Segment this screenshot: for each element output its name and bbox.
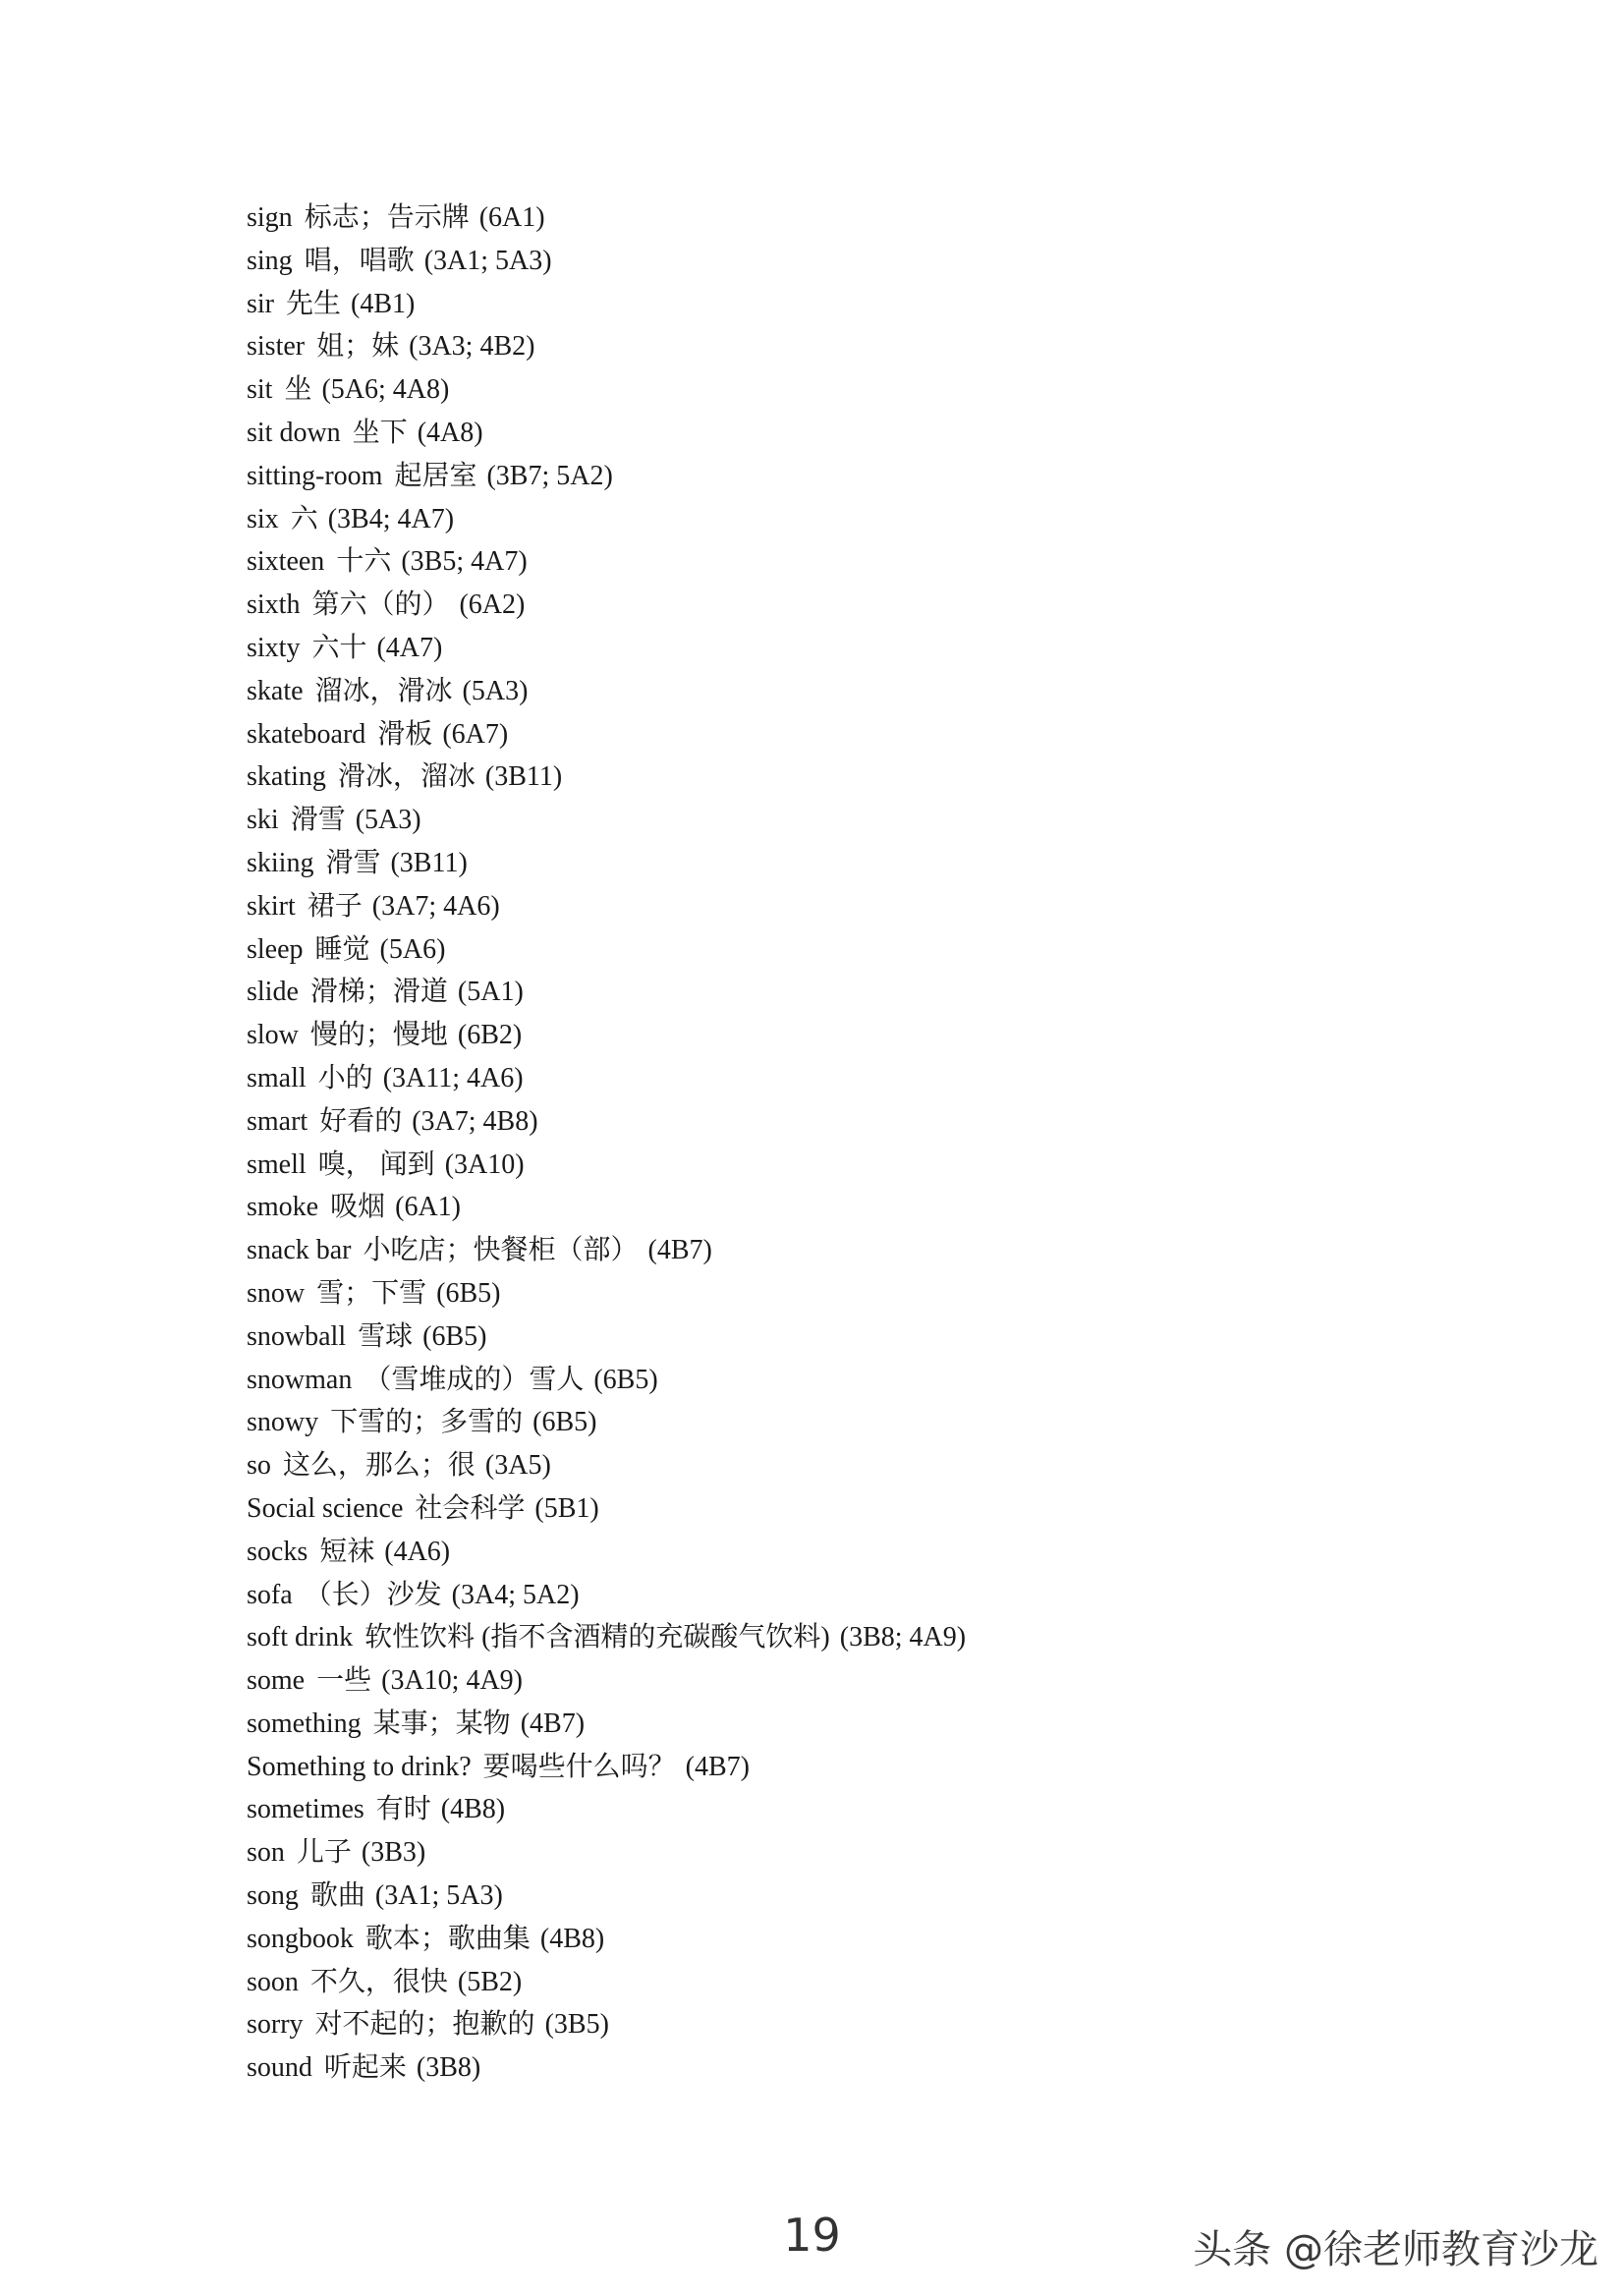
entry-unit-ref: (3B7; 5A2) (486, 460, 613, 491)
entry-meaning: 标志；告示牌 (304, 202, 470, 233)
entry-word: small (247, 1062, 307, 1093)
entry-unit-ref: (4B8) (440, 1794, 506, 1825)
entry-meaning: 滑雪 (325, 847, 381, 878)
entry-meaning: （长）沙发 (304, 1579, 442, 1610)
entry-meaning: 滑冰，溜冰 (337, 761, 476, 793)
entry-word: something (247, 1708, 362, 1739)
entry-unit-ref: (5A6) (379, 933, 446, 965)
entry-word: sixty (247, 632, 301, 663)
vocabulary-entry (247, 196, 966, 240)
entry-word: skateboard (247, 718, 366, 750)
entry-word: snowman (247, 1364, 353, 1395)
entry-word: sofa (247, 1579, 293, 1610)
entry-meaning: 嗅， 闻到 (317, 1148, 435, 1180)
entry-word: sorry (247, 2009, 304, 2041)
vocabulary-entry (247, 325, 966, 368)
entry-meaning: 一些 (316, 1665, 372, 1697)
entry-unit-ref: (6B5) (532, 1407, 597, 1438)
vocabulary-entry (247, 1014, 966, 1057)
entry-unit-ref: (4A6) (384, 1536, 451, 1567)
entry-meaning: 小的 (317, 1062, 373, 1093)
entry-word: smart (247, 1105, 308, 1137)
vocabulary-entry (247, 412, 966, 455)
entry-unit-ref: (4B7) (647, 1235, 712, 1266)
entry-unit-ref: (5A3) (462, 675, 529, 706)
entry-meaning: 歌曲 (309, 1880, 365, 1912)
vocabulary-entry (247, 283, 966, 326)
vocabulary-list (247, 196, 966, 2090)
entry-meaning: 小吃店；快餐柜（部） (363, 1235, 639, 1266)
vocabulary-entry (247, 1444, 966, 1487)
entry-word: smell (247, 1148, 307, 1180)
entry-meaning: 睡觉 (314, 933, 370, 965)
entry-meaning: 社会科学 (415, 1492, 526, 1524)
entry-word: sit (247, 374, 273, 406)
entry-meaning: 雪球 (358, 1320, 414, 1352)
vocabulary-entry (247, 842, 966, 885)
entry-meaning: 第六（的） (311, 589, 450, 621)
vocabulary-entry (247, 1272, 966, 1316)
entry-word: Something to drink? (247, 1751, 472, 1782)
vocabulary-entry (247, 1875, 966, 1918)
entry-word: skirt (247, 890, 296, 922)
entry-word: sit down (247, 417, 341, 448)
entry-word: sleep (247, 933, 304, 965)
entry-word: snowy (247, 1407, 319, 1438)
entry-unit-ref: (5B2) (457, 1966, 523, 1997)
entry-word: sitting-room (247, 460, 383, 491)
vocabulary-entry (247, 1144, 966, 1187)
entry-meaning: 吸烟 (330, 1192, 386, 1223)
vocabulary-entry (247, 1616, 966, 1659)
vocabulary-entry (247, 1659, 966, 1703)
entry-unit-ref: (4A8) (417, 417, 483, 448)
entry-unit-ref: (3A5) (484, 1450, 551, 1482)
entry-meaning: 慢的；慢地 (309, 1020, 448, 1051)
entry-meaning: 听起来 (323, 2052, 407, 2084)
vocabulary-entry (247, 540, 966, 584)
entry-unit-ref: (5A3) (355, 805, 421, 836)
entry-unit-ref: (3A7; 4B8) (412, 1105, 538, 1137)
entry-meaning: 短袜 (319, 1536, 375, 1567)
entry-meaning: 有时 (375, 1794, 431, 1825)
vocabulary-entry (247, 1401, 966, 1444)
entry-unit-ref: (3A1; 5A3) (374, 1880, 503, 1912)
entry-meaning: 某事；某物 (372, 1708, 511, 1739)
entry-word: skating (247, 761, 326, 793)
entry-word: snow (247, 1277, 306, 1309)
entry-word: soon (247, 1966, 299, 1997)
entry-unit-ref: (6A2) (459, 589, 526, 621)
entry-meaning: 坐 (284, 374, 312, 406)
entry-unit-ref: (3B11) (484, 761, 563, 793)
entry-unit-ref: (3A4; 5A2) (451, 1579, 580, 1610)
vocabulary-entry (247, 1531, 966, 1574)
entry-unit-ref: (6B5) (436, 1277, 501, 1309)
vocabulary-entry (247, 2003, 966, 2046)
entry-word: sixth (247, 589, 301, 621)
vocabulary-entry (247, 799, 966, 842)
entry-word: skate (247, 675, 304, 706)
entry-meaning: 唱，唱歌 (304, 245, 415, 276)
entry-meaning: （雪堆成的）雪人 (364, 1364, 585, 1395)
entry-meaning: 对不起的；抱歉的 (314, 2009, 535, 2041)
entry-word: sir (247, 288, 274, 319)
entry-meaning: 起居室 (394, 460, 477, 491)
entry-meaning: 滑雪 (290, 805, 346, 836)
entry-meaning: 好看的 (319, 1105, 403, 1137)
entry-meaning: 滑板 (377, 718, 433, 750)
entry-unit-ref: (3B8) (416, 2052, 481, 2084)
entry-unit-ref: (3A7; 4A6) (371, 890, 500, 922)
entry-unit-ref: (6A1) (395, 1192, 461, 1223)
entry-unit-ref: (3B3) (361, 1837, 426, 1869)
entry-word: sixteen (247, 546, 325, 578)
entry-meaning: 六 (290, 503, 318, 534)
vocabulary-entry (247, 498, 966, 541)
entry-meaning: 十六 (336, 546, 392, 578)
entry-meaning: 六十 (311, 632, 367, 663)
entry-word: sometimes (247, 1794, 364, 1825)
entry-word: sister (247, 331, 306, 363)
entry-word: Social science (247, 1492, 404, 1524)
entry-word: snowball (247, 1320, 347, 1352)
vocabulary-entry (247, 368, 966, 412)
vocabulary-entry (247, 584, 966, 627)
entry-unit-ref: (6A1) (478, 202, 545, 233)
entry-meaning: 不久，很快 (309, 1966, 448, 1997)
entry-unit-ref: (4B1) (351, 288, 416, 319)
entry-unit-ref: (5A6; 4A8) (321, 374, 450, 406)
entry-word: six (247, 503, 279, 534)
entry-word: smoke (247, 1192, 319, 1223)
vocabulary-entry (247, 670, 966, 713)
entry-word: soft drink (247, 1622, 354, 1653)
entry-meaning: 要喝些什么吗？ (482, 1751, 676, 1782)
entry-meaning: 先生 (286, 288, 342, 319)
vocabulary-entry (247, 971, 966, 1014)
entry-word: songbook (247, 1923, 354, 1954)
entry-word: son (247, 1837, 285, 1869)
entry-meaning: 雪；下雪 (316, 1277, 427, 1309)
vocabulary-entry (247, 1057, 966, 1100)
entry-meaning: 这么，那么；很 (282, 1450, 476, 1482)
entry-unit-ref: (6B2) (457, 1020, 523, 1051)
entry-unit-ref: (3A3; 4B2) (409, 331, 535, 363)
vocabulary-entry (247, 2046, 966, 2090)
entry-meaning: 儿子 (296, 1837, 352, 1869)
entry-unit-ref: (3A1; 5A3) (423, 245, 552, 276)
vocabulary-entry (247, 1918, 966, 1961)
entry-meaning: 裙子 (307, 890, 363, 922)
entry-unit-ref: (5A1) (457, 977, 524, 1008)
entry-meaning: 姐；妹 (316, 331, 400, 363)
entry-word: sing (247, 245, 293, 276)
entry-word: slow (247, 1020, 299, 1051)
entry-unit-ref: (4B7) (685, 1751, 750, 1782)
entry-unit-ref: (4A7) (376, 632, 443, 663)
entry-unit-ref: (3B5) (544, 2009, 609, 2041)
page-number: 19 (783, 2209, 841, 2262)
entry-meaning: 下雪的；多雪的 (330, 1407, 524, 1438)
vocabulary-entry (247, 885, 966, 928)
watermark-text: 头条 @徐老师教育沙龙 (1193, 2227, 1598, 2272)
entry-unit-ref: (3B4; 4A7) (327, 503, 455, 534)
vocabulary-entry (247, 1788, 966, 1831)
vocabulary-entry (247, 1359, 966, 1402)
entry-word: slide (247, 977, 299, 1008)
entry-meaning: 软性饮料 (指不含酒精的充碳酸气饮料) (364, 1622, 830, 1653)
entry-unit-ref: (6A7) (442, 718, 509, 750)
vocabulary-entry (247, 1100, 966, 1144)
entry-word: sign (247, 202, 293, 233)
entry-unit-ref: (5B1) (534, 1492, 599, 1524)
vocabulary-entry (247, 1487, 966, 1531)
entry-word: song (247, 1880, 299, 1912)
entry-word: some (247, 1665, 306, 1697)
entry-word: skiing (247, 847, 314, 878)
entry-unit-ref: (4B8) (539, 1923, 605, 1954)
entry-unit-ref: (3A10; 4A9) (381, 1665, 523, 1697)
vocabulary-entry (247, 1229, 966, 1272)
vocabulary-entry (247, 1574, 966, 1617)
entry-unit-ref: (3A11; 4A6) (382, 1062, 524, 1093)
entry-word: so (247, 1450, 271, 1482)
vocabulary-entry (247, 1961, 966, 2004)
entry-word: socks (247, 1536, 308, 1567)
entry-meaning: 坐下 (352, 417, 408, 448)
vocabulary-entry (247, 627, 966, 670)
vocabulary-entry (247, 713, 966, 756)
entry-meaning: 滑梯；滑道 (309, 977, 448, 1008)
vocabulary-entry (247, 1186, 966, 1229)
entry-unit-ref: (3B5; 4A7) (401, 546, 528, 578)
vocabulary-entry (247, 756, 966, 799)
entry-unit-ref: (3B11) (390, 847, 468, 878)
entry-meaning: 溜冰，滑冰 (314, 675, 453, 706)
entry-unit-ref: (4B7) (520, 1708, 586, 1739)
entry-unit-ref: (6B5) (593, 1364, 658, 1395)
entry-word: ski (247, 805, 279, 836)
entry-unit-ref: (6B5) (422, 1320, 487, 1352)
vocabulary-entry (247, 455, 966, 498)
vocabulary-entry (247, 1316, 966, 1359)
entry-meaning: 歌本；歌曲集 (364, 1923, 531, 1954)
vocabulary-entry (247, 1831, 966, 1875)
entry-word: sound (247, 2052, 312, 2084)
vocabulary-entry (247, 928, 966, 972)
vocabulary-entry (247, 240, 966, 283)
entry-unit-ref: (3A10) (444, 1148, 525, 1180)
vocabulary-entry (247, 1746, 966, 1789)
entry-unit-ref: (3B8; 4A9) (839, 1622, 967, 1653)
entry-word: snack bar (247, 1235, 352, 1266)
vocabulary-entry (247, 1703, 966, 1746)
